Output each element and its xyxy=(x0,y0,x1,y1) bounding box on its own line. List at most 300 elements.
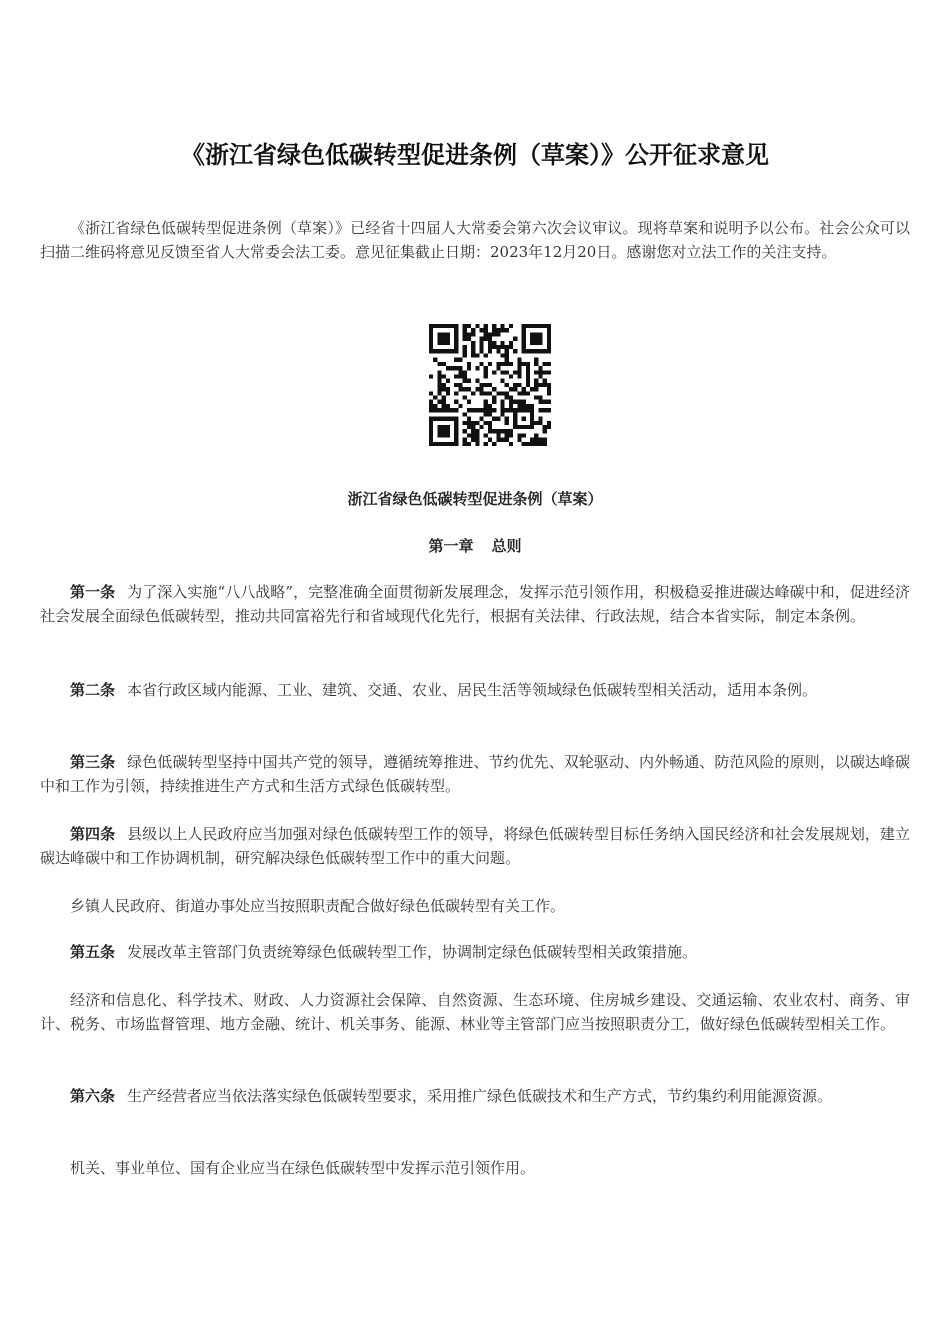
qr-module xyxy=(467,417,471,421)
qr-module xyxy=(501,400,505,404)
qr-module xyxy=(437,387,441,391)
qr-module xyxy=(454,341,458,345)
qr-module xyxy=(463,374,467,378)
qr-module xyxy=(534,387,538,391)
qr-module xyxy=(543,362,547,366)
qr-module xyxy=(522,408,526,412)
qr-module xyxy=(467,408,471,412)
qr-module xyxy=(442,404,446,408)
qr-module xyxy=(517,358,521,362)
qr-module xyxy=(526,366,530,370)
qr-module xyxy=(517,438,521,442)
qr-module xyxy=(488,341,492,345)
article-text: 绿色低碳转型坚持中国共产党的领导，遵循统筹推进、节约优先、双轮驱动、内外畅通、防范风险的原则，以碳达峰碳中和工作为引领，持续推进生产方式和生活方式绿色低碳转型。 xyxy=(40,753,910,795)
qr-module xyxy=(442,332,446,336)
qr-module xyxy=(538,374,542,378)
qr-module xyxy=(538,417,542,421)
qr-module xyxy=(543,425,547,429)
qr-module xyxy=(479,425,483,429)
qr-module xyxy=(530,387,534,391)
qr-module xyxy=(475,421,479,425)
qr-module xyxy=(526,425,530,429)
article-text: 为了深入实施“八八战略”，完整准确全面贯彻新发展理念，发挥示范引领作用，积极稳妥推进碳达峰碳中和，促进经济社会发展全面绿色低碳转型，推动共同富裕先行和省域现代化先行，根据有关法律、行政法规，结合本省实际，制定本条例。 xyxy=(40,583,910,625)
qr-module xyxy=(547,324,551,328)
qr-module xyxy=(484,391,488,395)
qr-module xyxy=(488,391,492,395)
qr-module xyxy=(492,341,496,345)
qr-module xyxy=(488,408,492,412)
qr-module xyxy=(484,442,488,446)
qr-module xyxy=(492,328,496,332)
qr-module xyxy=(454,442,458,446)
qr-module xyxy=(454,345,458,349)
qr-module xyxy=(547,341,551,345)
qr-module xyxy=(492,387,496,391)
qr-module xyxy=(513,387,517,391)
qr-module xyxy=(488,438,492,442)
qr-module xyxy=(437,349,441,353)
qr-module xyxy=(501,362,505,366)
qr-module xyxy=(538,396,542,400)
qr-module xyxy=(538,370,542,374)
qr-module xyxy=(547,400,551,404)
qr-module xyxy=(463,387,467,391)
qr-module xyxy=(446,337,450,341)
article-label: 第三条 xyxy=(70,753,116,771)
qr-module xyxy=(501,324,505,328)
qr-module xyxy=(467,442,471,446)
qr-code-icon[interactable] xyxy=(429,324,551,446)
law-title: 浙江省绿色低碳转型促进条例（草案） xyxy=(347,490,603,508)
qr-module xyxy=(543,370,547,374)
qr-module xyxy=(467,337,471,341)
qr-module xyxy=(463,370,467,374)
qr-module xyxy=(522,341,526,345)
qr-module xyxy=(530,337,534,341)
qr-module xyxy=(538,438,542,442)
qr-module xyxy=(442,417,446,421)
qr-module xyxy=(467,324,471,328)
qr-module xyxy=(526,379,530,383)
qr-module xyxy=(433,358,437,362)
qr-module xyxy=(517,404,521,408)
qr-module xyxy=(433,417,437,421)
qr-module xyxy=(488,425,492,429)
qr-module xyxy=(492,332,496,336)
qr-module xyxy=(534,362,538,366)
qr-module xyxy=(433,404,437,408)
qr-module xyxy=(547,370,551,374)
qr-module xyxy=(513,400,517,404)
qr-module xyxy=(429,404,433,408)
qr-module xyxy=(505,358,509,362)
qr-module xyxy=(505,421,509,425)
qr-module xyxy=(530,341,534,345)
qr-module xyxy=(501,412,505,416)
qr-module xyxy=(479,383,483,387)
qr-module xyxy=(429,442,433,446)
qr-module xyxy=(513,337,517,341)
qr-module xyxy=(433,396,437,400)
qr-module xyxy=(488,412,492,416)
qr-module xyxy=(463,379,467,383)
qr-module xyxy=(484,408,488,412)
qr-module xyxy=(446,417,450,421)
qr-module xyxy=(505,349,509,353)
qr-module xyxy=(475,353,479,357)
qr-module xyxy=(488,332,492,336)
qr-module xyxy=(442,349,446,353)
qr-module xyxy=(543,438,547,442)
qr-module xyxy=(450,324,454,328)
qr-module xyxy=(475,387,479,391)
qr-module xyxy=(522,433,526,437)
qr-module xyxy=(509,408,513,412)
qr-module xyxy=(501,328,505,332)
qr-module xyxy=(442,425,446,429)
qr-module xyxy=(543,383,547,387)
qr-module xyxy=(484,353,488,357)
qr-module xyxy=(501,353,505,357)
qr-module xyxy=(501,429,505,433)
qr-module xyxy=(530,349,534,353)
article-1 xyxy=(40,580,910,628)
qr-module xyxy=(505,328,509,332)
qr-module xyxy=(484,412,488,416)
qr-module xyxy=(538,366,542,370)
qr-module xyxy=(429,400,433,404)
qr-module xyxy=(522,400,526,404)
qr-module xyxy=(522,332,526,336)
qr-module xyxy=(429,341,433,345)
qr-module xyxy=(547,349,551,353)
qr-module xyxy=(526,404,530,408)
qr-module xyxy=(513,412,517,416)
qr-module xyxy=(522,345,526,349)
qr-module xyxy=(446,404,450,408)
qr-module xyxy=(433,442,437,446)
qr-module xyxy=(475,433,479,437)
qr-module xyxy=(538,421,542,425)
qr-module xyxy=(471,332,475,336)
qr-module xyxy=(526,383,530,387)
qr-module xyxy=(522,442,526,446)
qr-module xyxy=(454,358,458,362)
qr-module xyxy=(454,425,458,429)
page-title: 《浙江省绿色低碳转型促进条例（草案）》公开征求意见 xyxy=(181,141,769,169)
qr-module xyxy=(522,324,526,328)
qr-module xyxy=(454,349,458,353)
qr-module xyxy=(547,408,551,412)
qr-module xyxy=(505,408,509,412)
qr-module xyxy=(547,328,551,332)
qr-module xyxy=(505,362,509,366)
qr-module xyxy=(492,400,496,404)
qr-module xyxy=(475,379,479,383)
qr-module xyxy=(513,421,517,425)
qr-module xyxy=(458,387,462,391)
qr-module xyxy=(517,425,521,429)
qr-module xyxy=(538,400,542,404)
qr-module xyxy=(429,374,433,378)
qr-module xyxy=(526,324,530,328)
article-label: 第二条 xyxy=(70,681,116,699)
qr-module xyxy=(437,337,441,341)
qr-module xyxy=(484,383,488,387)
qr-module xyxy=(442,429,446,433)
qr-module xyxy=(446,324,450,328)
qr-module xyxy=(538,349,542,353)
qr-module xyxy=(496,366,500,370)
qr-module xyxy=(442,387,446,391)
qr-module xyxy=(471,353,475,357)
qr-module xyxy=(479,345,483,349)
qr-module xyxy=(458,374,462,378)
qr-module xyxy=(534,332,538,336)
qr-module xyxy=(437,332,441,336)
article-2 xyxy=(40,678,910,702)
qr-module xyxy=(522,404,526,408)
qr-module xyxy=(471,421,475,425)
qr-module xyxy=(484,374,488,378)
qr-module xyxy=(446,433,450,437)
qr-module xyxy=(429,337,433,341)
qr-module xyxy=(538,408,542,412)
qr-module xyxy=(467,387,471,391)
qr-module xyxy=(467,421,471,425)
qr-module xyxy=(505,438,509,442)
qr-module xyxy=(437,383,441,387)
qr-module xyxy=(454,324,458,328)
qr-module xyxy=(488,362,492,366)
qr-module xyxy=(437,400,441,404)
qr-module xyxy=(530,324,534,328)
qr-module xyxy=(509,374,513,378)
qr-module xyxy=(488,337,492,341)
qr-module xyxy=(446,341,450,345)
qr-module xyxy=(522,387,526,391)
qr-module xyxy=(534,324,538,328)
qr-module xyxy=(488,404,492,408)
qr-module xyxy=(454,408,458,412)
qr-module xyxy=(488,345,492,349)
qr-module xyxy=(526,370,530,374)
qr-module xyxy=(437,429,441,433)
qr-module xyxy=(463,412,467,416)
qr-module xyxy=(501,379,505,383)
qr-module xyxy=(509,429,513,433)
qr-module xyxy=(442,374,446,378)
qr-module xyxy=(450,417,454,421)
qr-module xyxy=(442,400,446,404)
qr-module xyxy=(534,396,538,400)
qr-module xyxy=(505,429,509,433)
article-5 xyxy=(40,940,910,964)
qr-module xyxy=(433,349,437,353)
qr-module xyxy=(442,341,446,345)
article-4 xyxy=(40,822,910,870)
qr-module xyxy=(501,345,505,349)
qr-module xyxy=(446,442,450,446)
qr-module xyxy=(479,391,483,395)
qr-module xyxy=(471,438,475,442)
qr-module xyxy=(492,345,496,349)
qr-module xyxy=(492,396,496,400)
article-label: 第四条 xyxy=(70,825,116,843)
qr-module xyxy=(538,324,542,328)
qr-module xyxy=(538,383,542,387)
qr-module xyxy=(433,324,437,328)
qr-module xyxy=(446,366,450,370)
article-text: 县级以上人民政府应当加强对绿色低碳转型工作的领导，将绿色低碳转型目标任务纳入国民经济和社会发展规划，建立碳达峰碳中和工作协调机制，研究解决绿色低碳转型工作中的重大问题。 xyxy=(40,825,910,867)
qr-module xyxy=(446,391,450,395)
qr-module xyxy=(517,400,521,404)
qr-module xyxy=(437,324,441,328)
qr-module xyxy=(429,349,433,353)
qr-module xyxy=(509,396,513,400)
article-label: 第一条 xyxy=(70,583,116,601)
qr-module xyxy=(442,396,446,400)
qr-module xyxy=(454,391,458,395)
qr-module xyxy=(547,332,551,336)
qr-module xyxy=(471,345,475,349)
qr-module xyxy=(475,324,479,328)
qr-module xyxy=(450,366,454,370)
qr-module xyxy=(484,421,488,425)
qr-module xyxy=(530,404,534,408)
qr-module xyxy=(467,400,471,404)
qr-module xyxy=(513,370,517,374)
qr-module xyxy=(471,328,475,332)
qr-module xyxy=(467,433,471,437)
qr-module xyxy=(458,370,462,374)
qr-module xyxy=(454,400,458,404)
qr-module xyxy=(509,400,513,404)
qr-module xyxy=(496,362,500,366)
qr-module xyxy=(543,324,547,328)
qr-module xyxy=(517,391,521,395)
qr-module xyxy=(496,328,500,332)
qr-module xyxy=(463,337,467,341)
qr-module xyxy=(479,387,483,391)
qr-module xyxy=(505,433,509,437)
qr-code-graphic xyxy=(429,324,551,446)
article-text: 本省行政区域内能源、工业、建筑、交通、农业、居民生活等领域绿色低碳转型相关活动，适用本条例。 xyxy=(127,681,818,699)
qr-module xyxy=(517,383,521,387)
article-5-paragraph-2: 经济和信息化、科学技术、财政、人力资源社会保障、自然资源、生态环境、住房城乡建设、交通运输、农业农村、商务、审计、税务、市场监督管理、地方金融、统计、机关事务、能源、林业等主管部门应当按照职责分工，做好绿色低碳转型相关工作。 xyxy=(40,991,910,1033)
qr-module xyxy=(547,421,551,425)
qr-module xyxy=(446,387,450,391)
qr-module xyxy=(509,433,513,437)
qr-module xyxy=(442,383,446,387)
qr-module xyxy=(534,438,538,442)
qr-module xyxy=(501,341,505,345)
qr-module xyxy=(505,417,509,421)
qr-module xyxy=(488,349,492,353)
qr-module xyxy=(437,417,441,421)
qr-module xyxy=(530,438,534,442)
qr-module xyxy=(471,408,475,412)
qr-module xyxy=(446,379,450,383)
qr-module xyxy=(543,442,547,446)
qr-module xyxy=(501,391,505,395)
article-text: 生产经营者应当依法落实绿色低碳转型要求，采用推广绿色低碳技术和生产方式，节约集约利用能源资源。 xyxy=(127,1087,833,1105)
qr-module xyxy=(513,425,517,429)
qr-module xyxy=(437,362,441,366)
qr-module xyxy=(530,408,534,412)
qr-module xyxy=(530,421,534,425)
qr-module xyxy=(471,341,475,345)
qr-module xyxy=(517,408,521,412)
qr-module xyxy=(509,442,513,446)
qr-module xyxy=(547,337,551,341)
qr-module xyxy=(437,391,441,395)
qr-module xyxy=(496,438,500,442)
qr-module xyxy=(547,383,551,387)
qr-module xyxy=(446,429,450,433)
qr-module xyxy=(538,341,542,345)
article-4-paragraph-2: 乡镇人民政府、街道办事处应当按照职责配合做好绿色低碳转型有关工作。 xyxy=(70,897,566,915)
qr-module xyxy=(517,362,521,366)
qr-module xyxy=(463,421,467,425)
qr-module xyxy=(492,417,496,421)
qr-module xyxy=(526,349,530,353)
qr-module xyxy=(547,345,551,349)
qr-module xyxy=(442,433,446,437)
qr-module xyxy=(484,366,488,370)
qr-module xyxy=(437,408,441,412)
qr-module xyxy=(488,421,492,425)
qr-module xyxy=(458,404,462,408)
qr-module xyxy=(517,366,521,370)
qr-module xyxy=(471,391,475,395)
qr-module xyxy=(442,324,446,328)
qr-module xyxy=(505,383,509,387)
qr-module xyxy=(463,324,467,328)
qr-module xyxy=(522,391,526,395)
qr-module xyxy=(522,362,526,366)
qr-module xyxy=(437,433,441,437)
qr-module xyxy=(496,345,500,349)
qr-module xyxy=(454,433,458,437)
qr-module xyxy=(484,370,488,374)
qr-module xyxy=(429,421,433,425)
qr-module xyxy=(517,370,521,374)
qr-module xyxy=(454,383,458,387)
chapter-name: 总则 xyxy=(491,537,522,555)
qr-module xyxy=(463,345,467,349)
qr-module xyxy=(463,429,467,433)
article-3 xyxy=(40,750,910,798)
qr-module xyxy=(517,433,521,437)
qr-module xyxy=(534,341,538,345)
qr-module xyxy=(437,341,441,345)
qr-module xyxy=(471,429,475,433)
qr-module xyxy=(479,408,483,412)
qr-module xyxy=(488,429,492,433)
qr-module xyxy=(522,425,526,429)
qr-module xyxy=(547,362,551,366)
qr-module xyxy=(534,383,538,387)
qr-module xyxy=(484,404,488,408)
qr-module xyxy=(429,429,433,433)
qr-module xyxy=(522,349,526,353)
qr-module xyxy=(446,425,450,429)
qr-module xyxy=(509,362,513,366)
article-text: 发展改革主管部门负责统筹绿色低碳转型工作，协调制定绿色低碳转型相关政策措施。 xyxy=(127,943,698,961)
qr-module xyxy=(543,429,547,433)
qr-module xyxy=(526,408,530,412)
